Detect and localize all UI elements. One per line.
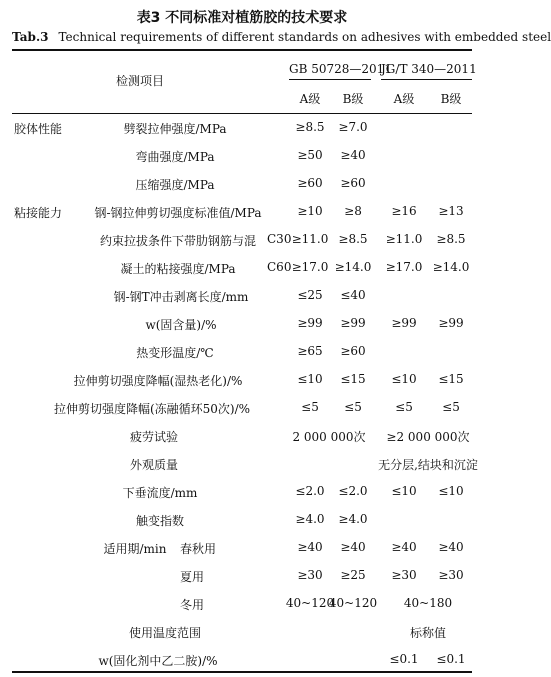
gb-a-value: ≤5 (301, 400, 319, 414)
gb-a-value: ≥8.5 (295, 120, 325, 134)
row-item-label: 凝土的粘接强度/MPa (120, 262, 236, 276)
gb-b-value: ≥7.0 (338, 120, 368, 134)
row-item-label: 拉伸剪切强度降幅(湿热老化)/% (73, 374, 243, 388)
jg-b-value: ≤5 (442, 400, 460, 414)
gb-b-value: ≥40 (340, 540, 366, 554)
gb-b-value: ≥8.5 (338, 232, 368, 246)
jg-a-value: ≤10 (391, 484, 417, 498)
row-item-label: 钢-钢T冲击剥离长度/mm (113, 290, 249, 304)
gb-b-value: ≥99 (340, 316, 366, 330)
gb-a-value: ≥4.0 (295, 512, 325, 526)
gb-b-value: ≥60 (340, 176, 366, 190)
bottom-rule (12, 671, 472, 673)
jg-a-value: ≥30 (391, 568, 417, 582)
row-item-label: w(固含量)/% (145, 318, 217, 332)
jg-a-value: ≥99 (391, 316, 417, 330)
row-item-label: 触变指数 (135, 514, 184, 528)
gb-a-value: ≥10 (297, 204, 323, 218)
jg-span-value: 标称值 (409, 626, 446, 640)
gb-b-value: 40~120 (328, 596, 378, 610)
row-sub-label: 夏用 (180, 570, 205, 584)
header-gb-b: B级 (342, 92, 364, 106)
gb-a-value: ≥11.0 (291, 232, 329, 246)
gb-a-value: ≤25 (297, 288, 323, 302)
jg-b-value: ≥30 (438, 568, 464, 582)
jg-a-value: ≥16 (391, 204, 417, 218)
table-caption-en: Technical requirements of different standards on adhesives with embedded steel (58, 30, 551, 44)
gb-subheader-rule (289, 79, 371, 80)
row-item-label: 外观质量 (129, 458, 178, 472)
row-item-label: 拉伸剪切强度降幅(冻融循环50次)/% (53, 402, 251, 416)
header-gb-a: A级 (299, 92, 321, 106)
gb-b-value: ≥4.0 (338, 512, 368, 526)
row-item-label: 劈裂拉伸强度/MPa (123, 122, 227, 136)
row-item-label: 适用期/min (103, 542, 167, 556)
gb-b-value: ≥14.0 (334, 260, 372, 274)
jg-b-value: ≤15 (438, 372, 464, 386)
row-item-label: 约束拉拔条件下带肋钢筋与混 (99, 234, 256, 248)
gb-a-value: ≥30 (297, 568, 323, 582)
gb-b-value: ≤15 (340, 372, 366, 386)
header-item: 检测项目 (115, 74, 164, 88)
row-sub-label: 春秋用 (180, 542, 217, 556)
gb-b-value: ≥8 (344, 204, 362, 218)
jg-b-value: ≥40 (438, 540, 464, 554)
jg-a-value: ≤5 (395, 400, 413, 414)
jg-a-value: ≤10 (391, 372, 417, 386)
jg-b-value: ≤10 (438, 484, 464, 498)
gb-b-value: ≤2.0 (338, 484, 368, 498)
jg-a-value: ≥40 (391, 540, 417, 554)
jg-a-value: ≤0.1 (389, 652, 419, 666)
row-sub-label: 冬用 (180, 598, 205, 612)
row-item-label: 疲劳试验 (129, 430, 178, 444)
row-item-label: w(固化剂中乙二胺)/% (98, 654, 218, 668)
row-item-label: 压缩强度/MPa (135, 178, 215, 192)
jg-b-value: ≤0.1 (436, 652, 466, 666)
gb-a-value: ≥50 (297, 148, 323, 162)
row-sub-label: C60 (267, 260, 292, 274)
header-rule (12, 113, 472, 114)
header-jg-b: B级 (440, 92, 462, 106)
row-sub-label: C30 (267, 232, 292, 246)
gb-a-value: ≤2.0 (295, 484, 325, 498)
table-title-en (12, 30, 551, 44)
gb-a-value: ≥40 (297, 540, 323, 554)
jg-b-value: ≥99 (438, 316, 464, 330)
gb-b-value: ≥60 (340, 344, 366, 358)
gb-a-value: 40~120 (285, 596, 335, 610)
row-item-label: 钢-钢拉伸剪切强度标准值/MPa (94, 206, 262, 220)
header-jg: JG/T 340—2011 (381, 62, 477, 76)
jg-a-value: ≥11.0 (385, 232, 423, 246)
row-item-label: 下垂流度/mm (122, 486, 198, 500)
jg-a-value: ≥17.0 (385, 260, 423, 274)
gb-a-value: ≥60 (297, 176, 323, 190)
gb-b-value: ≥40 (340, 148, 366, 162)
row-item-label: 使用温度范围 (128, 626, 201, 640)
gb-span-value: 2 000 000次 (292, 430, 366, 444)
gb-b-value: ≤5 (344, 400, 362, 414)
table-number: Tab.3 (12, 30, 49, 44)
header-jg-a: A级 (393, 92, 415, 106)
row-item-label: 热变形温度/℃ (136, 346, 214, 360)
gb-b-value: ≤40 (340, 288, 366, 302)
gb-a-value: ≤10 (297, 372, 323, 386)
gb-a-value: ≥17.0 (291, 260, 329, 274)
header-gb: GB 50728—2011 (289, 62, 392, 76)
gb-b-value: ≥25 (340, 568, 366, 582)
row-group-label: 粘接能力 (14, 206, 63, 220)
top-rule (12, 49, 472, 51)
jg-b-value: ≥13 (438, 204, 464, 218)
row-group-label: 胶体性能 (14, 122, 63, 136)
jg-span-value: 40~180 (403, 596, 453, 610)
table-title-cn: 表3 不同标准对植筋胶的技术要求 (136, 10, 348, 26)
row-item-label: 弯曲强度/MPa (135, 150, 215, 164)
jg-span-value: ≥2 000 000次 (386, 430, 470, 444)
jg-b-value: ≥8.5 (436, 232, 466, 246)
jg-subheader-rule (381, 79, 472, 80)
gb-a-value: ≥65 (297, 344, 323, 358)
gb-a-value: ≥99 (297, 316, 323, 330)
jg-b-value: ≥14.0 (432, 260, 470, 274)
jg-span-value: 无分层,结块和沉淀 (378, 458, 478, 472)
